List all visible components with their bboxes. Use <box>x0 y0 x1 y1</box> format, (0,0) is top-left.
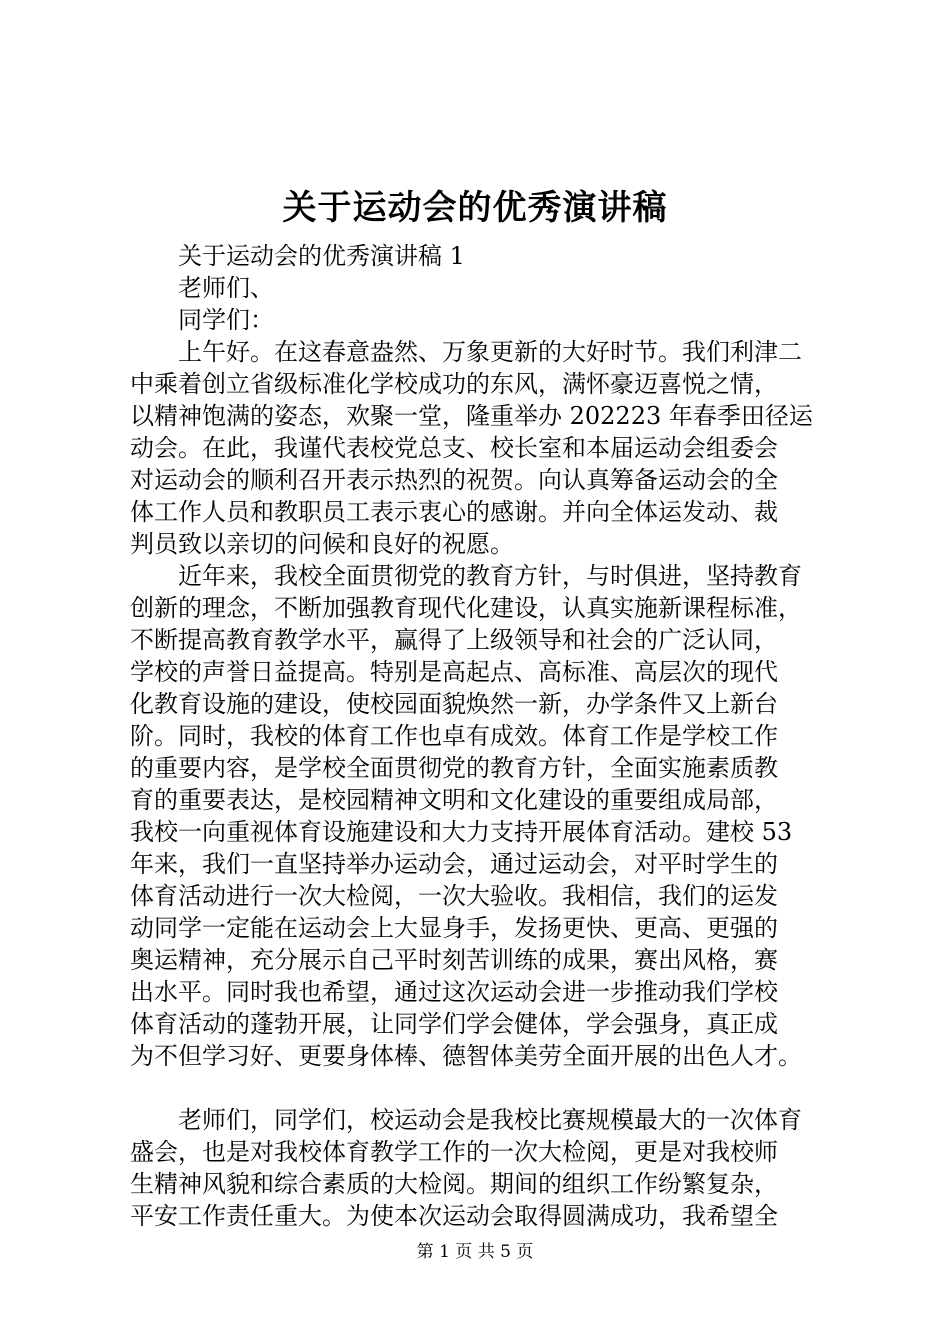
paragraph-line: 判员致以亲切的问候和良好的祝愿。 <box>130 530 514 558</box>
paragraph-line: 平安工作责任重大。为使本次运动会取得圆满成功，我希望全 <box>130 1202 778 1230</box>
paragraph-gap <box>130 1072 830 1104</box>
paragraph-line: 体育活动进行一次大检阅，一次大验收。我相信，我们的运发 <box>130 882 778 910</box>
paragraph-line: 化教育设施的建设，使校园面貌焕然一新，办学条件又上新台 <box>130 690 778 718</box>
paragraph-line: 年来，我们一直坚持举办运动会，通过运动会，对平时学生的 <box>130 850 778 878</box>
paragraph-line: 的重要内容，是学校全面贯彻党的教育方针，全面实施素质教 <box>130 754 778 782</box>
paragraph-line: 育的重要表达，是校园精神文明和文化建设的重要组成局部， <box>130 786 778 814</box>
paragraph-line: 生精神风貌和综合素质的大检阅。期间的组织工作纷繁复杂， <box>130 1170 778 1198</box>
paragraph-line: 出水平。同时我也希望，通过这次运动会进一步推动我们学校 <box>130 978 778 1006</box>
subtitle-line: 关于运动会的优秀演讲稿 1 <box>178 242 465 270</box>
paragraph-line: 我校一向重视体育设施建设和大力支持开展体育活动。建校 53 <box>130 818 793 846</box>
page-footer: 第 1 页 共 5 页 <box>416 1242 534 1262</box>
paragraph-line: 创新的理念，不断加强教育现代化建设，认真实施新课程标准， <box>130 594 802 622</box>
document-title: 关于运动会的优秀演讲稿 <box>282 188 668 228</box>
paragraph-line: 体育活动的蓬勃开展，让同学们学会健体，学会强身，真正成 <box>130 1010 778 1038</box>
salutation-line: 同学们： <box>178 306 274 334</box>
paragraph-line: 奥运精神，充分展示自己平时刻苦训练的成果，赛出风格，赛 <box>130 946 778 974</box>
paragraph-line: 以精神饱满的姿态，欢聚一堂，隆重举办 202223 年春季田径运 <box>130 402 813 430</box>
document-body <box>130 240 830 1232</box>
paragraph-line: 体工作人员和教职员工表示衷心的感谢。并向全体运发动、裁 <box>130 498 778 526</box>
paragraph-line: 老师们，同学们，校运动会是我校比赛规模最大的一次体育 <box>178 1106 802 1134</box>
paragraph-line: 学校的声誉日益提高。特别是高起点、高标准、高层次的现代 <box>130 658 778 686</box>
paragraph-line: 不断提高教育教学水平，赢得了上级领导和社会的广泛认同， <box>130 626 778 654</box>
paragraph-line: 阶。同时，我校的体育工作也卓有成效。体育工作是学校工作 <box>130 722 778 750</box>
paragraph-line: 对运动会的顺利召开表示热烈的祝贺。向认真筹备运动会的全 <box>130 466 778 494</box>
paragraph-line: 近年来，我校全面贯彻党的教育方针，与时俱进，坚持教育 <box>178 562 802 590</box>
paragraph-line: 动会。在此，我谨代表校党总支、校长室和本届运动会组委会 <box>130 434 778 462</box>
paragraph-line: 为不但学习好、更要身体棒、德智体美劳全面开展的出色人才。 <box>130 1042 802 1070</box>
paragraph-line: 动同学一定能在运动会上大显身手，发扬更快、更高、更强的 <box>130 914 778 942</box>
paragraph-line: 盛会，也是对我校体育教学工作的一次大检阅，更是对我校师 <box>130 1138 778 1166</box>
paragraph-line: 上午好。在这春意盎然、万象更新的大好时节。我们利津二 <box>178 338 802 366</box>
salutation-line: 老师们、 <box>178 274 274 302</box>
paragraph-line: 中乘着创立省级标准化学校成功的东风，满怀豪迈喜悦之情， <box>130 370 778 398</box>
